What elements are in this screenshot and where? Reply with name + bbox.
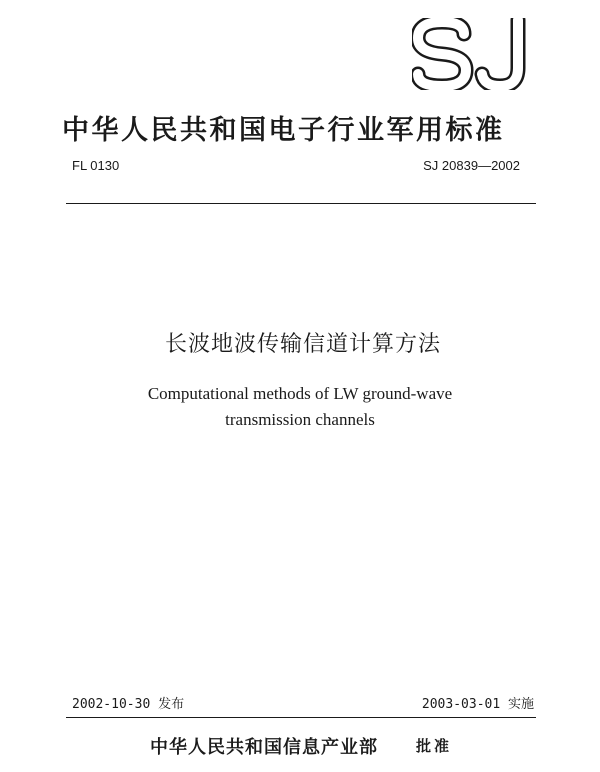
issuing-authority: 中华人民共和国信息产业部 [150, 737, 378, 758]
footer-divider [66, 717, 536, 718]
document-title-chinese: 长波地波传输信道计算方法 [164, 332, 441, 357]
logo-letter-s [418, 22, 466, 86]
logo-letter-j [482, 20, 518, 86]
header-divider [66, 203, 536, 204]
issue-date: 2002-10-30 发布 [72, 697, 185, 712]
approval-label: 批准 [416, 737, 453, 755]
document-title-english [0, 381, 600, 433]
english-title-line-1: Computational methods of LW ground-wave [147, 384, 453, 403]
implementation-date: 2003-03-01 实施 [421, 697, 534, 712]
classification-code: FL 0130 [72, 158, 120, 173]
standard-category-title: 中华人民共和国电子行业军用标准 [62, 115, 505, 146]
standard-number: SJ 20839—2002 [423, 158, 520, 173]
english-title-line-2: transmission channels [225, 410, 375, 429]
sj-logo [412, 18, 532, 90]
